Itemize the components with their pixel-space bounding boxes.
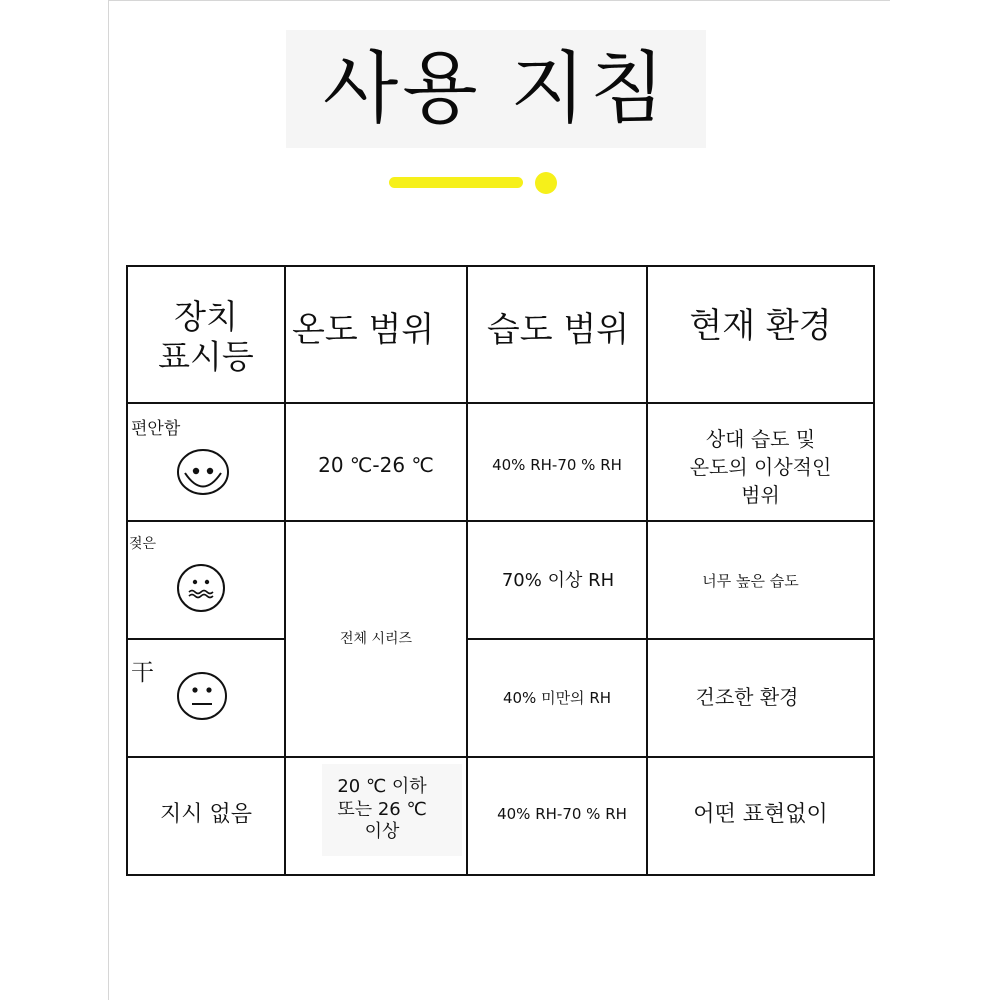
- smiling-face-icon: [176, 448, 230, 496]
- temperature-range-merged: 전체 시리즈: [339, 631, 413, 648]
- temperature-range-comfortable: 20 ℃-26 ℃: [318, 452, 434, 477]
- row-divider-2a: [126, 638, 286, 640]
- header-indicator: 장치 표시등: [158, 297, 254, 376]
- table-border-right: [873, 265, 875, 876]
- temperature-range-no-indication: 20 ℃ 이하 또는 26 ℃ 이상: [337, 776, 427, 843]
- page-title: 사용 지침: [322, 44, 670, 134]
- environment-dry: 건조한 환경: [695, 684, 799, 709]
- header-temperature: 온도 범위: [292, 309, 435, 350]
- state-label-comfortable: 편안함: [131, 419, 181, 439]
- humidity-range-wet: 70% 이상 RH: [501, 569, 615, 591]
- accent-dot: [535, 172, 557, 194]
- neutral-face-icon: [176, 671, 228, 721]
- accent-bar: [389, 177, 523, 188]
- table-border-top: [126, 265, 875, 267]
- row-divider-3: [126, 756, 875, 758]
- environment-wet: 너무 높은 습도: [702, 571, 799, 590]
- environment-comfortable: 상대 습도 및 온도의 이상적인 범위: [689, 427, 832, 507]
- wavy-mouth-face-icon: [176, 563, 226, 613]
- state-label-wet: 젖은: [129, 536, 157, 552]
- state-label-dry: 干: [131, 660, 154, 686]
- page-top-rule: [108, 0, 890, 1]
- humidity-range-no-indication: 40% RH-70 % RH: [497, 804, 627, 823]
- row-divider-1: [126, 520, 875, 522]
- environment-no-indication: 어떤 표현없이: [693, 802, 828, 828]
- row-divider-2b: [466, 638, 875, 640]
- page-left-rule: [108, 0, 109, 1000]
- header-environment: 현재 환경: [689, 305, 832, 346]
- humidity-range-comfortable: 40% RH-70 % RH: [492, 455, 622, 474]
- header-humidity: 습도 범위: [486, 309, 630, 350]
- table-border-bottom: [126, 874, 875, 876]
- state-label-no-indication: 지시 없음: [159, 802, 252, 828]
- header-divider: [126, 402, 875, 404]
- humidity-range-dry: 40% 미만의 RH: [502, 688, 612, 707]
